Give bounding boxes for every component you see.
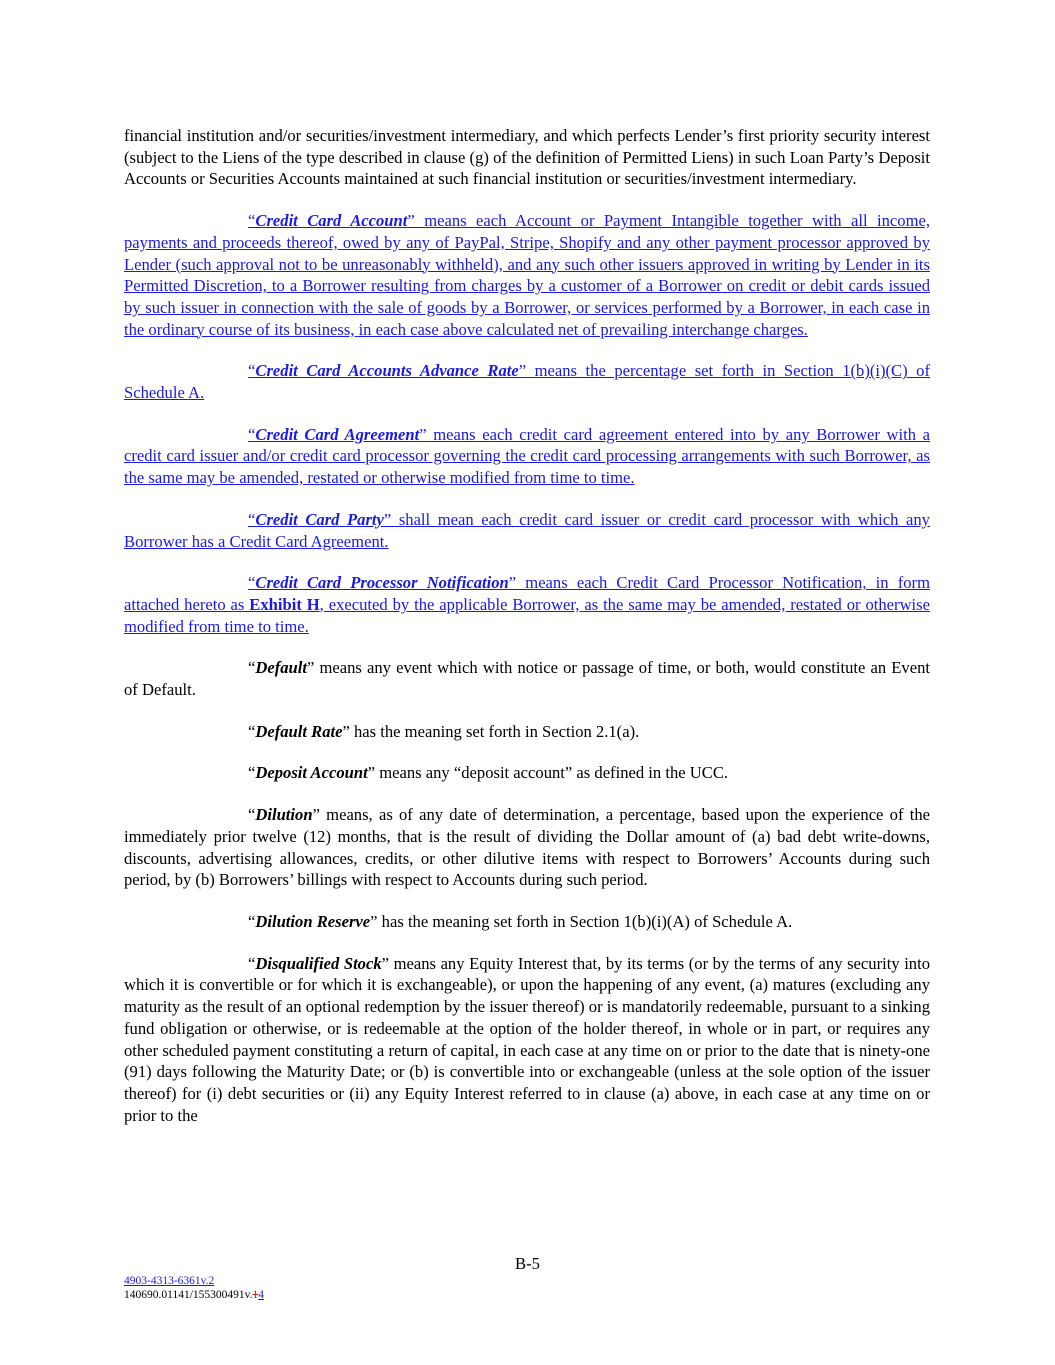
definition-text: ” means each Credit Card Processor Notification, in form attached hereto as	[124, 573, 930, 614]
definition-text: ” means each credit card agreement entered into by any Borrower with a credit card issuer and/or credit card processor governing the credit card processing arrangements with such Borrower, as the same may be amended, restated or otherwise modified from time to time.	[124, 424, 931, 488]
paragraph-continuation	[124, 125, 930, 190]
open-quote: “	[248, 658, 256, 678]
open-quote: “	[248, 805, 256, 825]
definition-dilution	[124, 804, 930, 891]
defined-term: Credit Card Processor Notification	[255, 573, 509, 593]
definition-text: ” shall mean each credit card issuer or credit card processor with which any Borrower has a Credit Card Agreement.	[124, 509, 930, 551]
defined-term: Credit Card Agreement	[255, 424, 420, 444]
definition-credit-card-processor-notification	[124, 572, 930, 637]
open-quote: “	[248, 424, 256, 444]
definition-credit-card-accounts-advance-rate	[124, 360, 930, 403]
definition-dilution-reserve	[124, 911, 930, 933]
page-number: B-5	[515, 1254, 540, 1273]
definition-default-rate	[124, 721, 930, 743]
footer-doc-id	[124, 1288, 264, 1302]
defined-term: Disqualified Stock	[255, 953, 382, 973]
definition-text: ” has the meaning set forth in Section 1(b)(i)(A) of Schedule A.	[370, 911, 793, 931]
definition-credit-card-agreement	[124, 424, 930, 489]
definition-text: ” means the percentage set forth in Section 1(b)(i)(C) of Schedule A.	[124, 361, 930, 403]
definition-text: ” has the meaning set forth in Section 2.1(a).	[342, 721, 640, 741]
definition-credit-card-account	[124, 210, 930, 340]
open-quote: “	[248, 509, 256, 529]
defined-term: Credit Card Party	[255, 509, 384, 529]
defined-term: Credit Card Account	[255, 211, 408, 231]
definition-credit-card-party	[124, 509, 930, 552]
definition-text: ” means any Equity Interest that, by its terms (or by the terms of any security into which it is convertible or for which it is exchangeable), or upon the happening of any event, (a) matures (excluding any maturity as the result of an optional redemption by the issuer thereof) or is mandatorily redeemable, pursuant to a sinking fund obligation or otherwise, or is redeemable at the option of the holder thereof, in whole or in part, or requires any other scheduled payment constituting a return of capital, in each case at any time on or prior to the date that is ninety-one (91) days following the Maturity Date; or (b) is convertible into or exchangeable (unless at the sole option of the issuer thereof) for (i) debt securities or (ii) any Equity Interest referred to in clause (a) above, in each case at any time on or prior to the	[124, 953, 931, 1125]
definition-text: ” means, as of any date of determination, a percentage, based upon the experience of the immediately prior twelve (12) months, that is the result of dividing the Dollar amount of (a) bad debt write-downs, discounts, advertising allowances, credits, or other dilutive items with respect to Borrowers’ Accounts during such period, by (b) Borrowers’ billings with respect to Accounts during such period.	[124, 805, 930, 890]
open-quote: “	[248, 911, 256, 931]
definition-default	[124, 657, 930, 700]
open-quote: “	[248, 763, 256, 783]
open-quote: “	[248, 211, 256, 231]
definition-text: ” means any event which with notice or passage of time, or both, would constitute an Event of Default.	[124, 658, 930, 700]
definition-disqualified-stock	[124, 953, 930, 1127]
defined-term: Dilution Reserve	[255, 911, 371, 931]
footer-old-doc-id: 4903-4313-6361v.2	[124, 1275, 215, 1287]
open-quote: “	[248, 361, 256, 381]
defined-term: Default	[255, 658, 307, 678]
definition-text: ” means any “deposit account” as defined in the UCC.	[367, 763, 729, 783]
definition-deposit-account	[124, 762, 930, 784]
open-quote: “	[248, 721, 256, 741]
footer-doc-id-prefix: 140690.01141/155300491v.	[124, 1289, 253, 1301]
open-quote: “	[248, 953, 256, 973]
exhibit-reference: Exhibit H	[249, 594, 320, 614]
paragraph-text: financial institution and/or securities/investment intermediary, and which perfects Lender’s first priority security interest (subject to the Liens of the type described in clause (g) of the definition of Permitted Liens) in such Loan Party’s Deposit Accounts or Securities Accounts maintained at such financial institution or securities/investment intermediary.	[124, 126, 930, 189]
footer-inserted-version: 4	[258, 1289, 265, 1301]
definition-text: ” means each Account or Payment Intangible together with all income, payments and proceeds thereof, owed by any of PayPal, Stripe, Shopify and any other payment processor approved by Lender (such approval not to be unreasonably withheld), and any such other issuers approved in writing by Lender in its Permitted Discretion, to a Borrower resulting from charges by a customer of a Borrower on credit or debit cards issued by such issuer in connection with the sale of goods by a Borrower, or services performed by a Borrower, in each case in the ordinary course of its business, in each case above calculated net of prevailing interchange charges.	[124, 211, 931, 339]
document-body	[124, 125, 930, 1146]
footer-deleted-version: 1	[252, 1289, 259, 1301]
defined-term: Credit Card Accounts Advance Rate	[255, 361, 519, 381]
document-footer	[124, 1274, 264, 1302]
defined-term: Dilution	[255, 805, 313, 825]
open-quote: “	[248, 573, 256, 593]
defined-term: Default Rate	[255, 721, 343, 741]
definition-text: , executed by the applicable Borrower, as the same may be amended, restated or otherwise modified from time to time.	[124, 594, 930, 636]
defined-term: Deposit Account	[255, 763, 368, 783]
